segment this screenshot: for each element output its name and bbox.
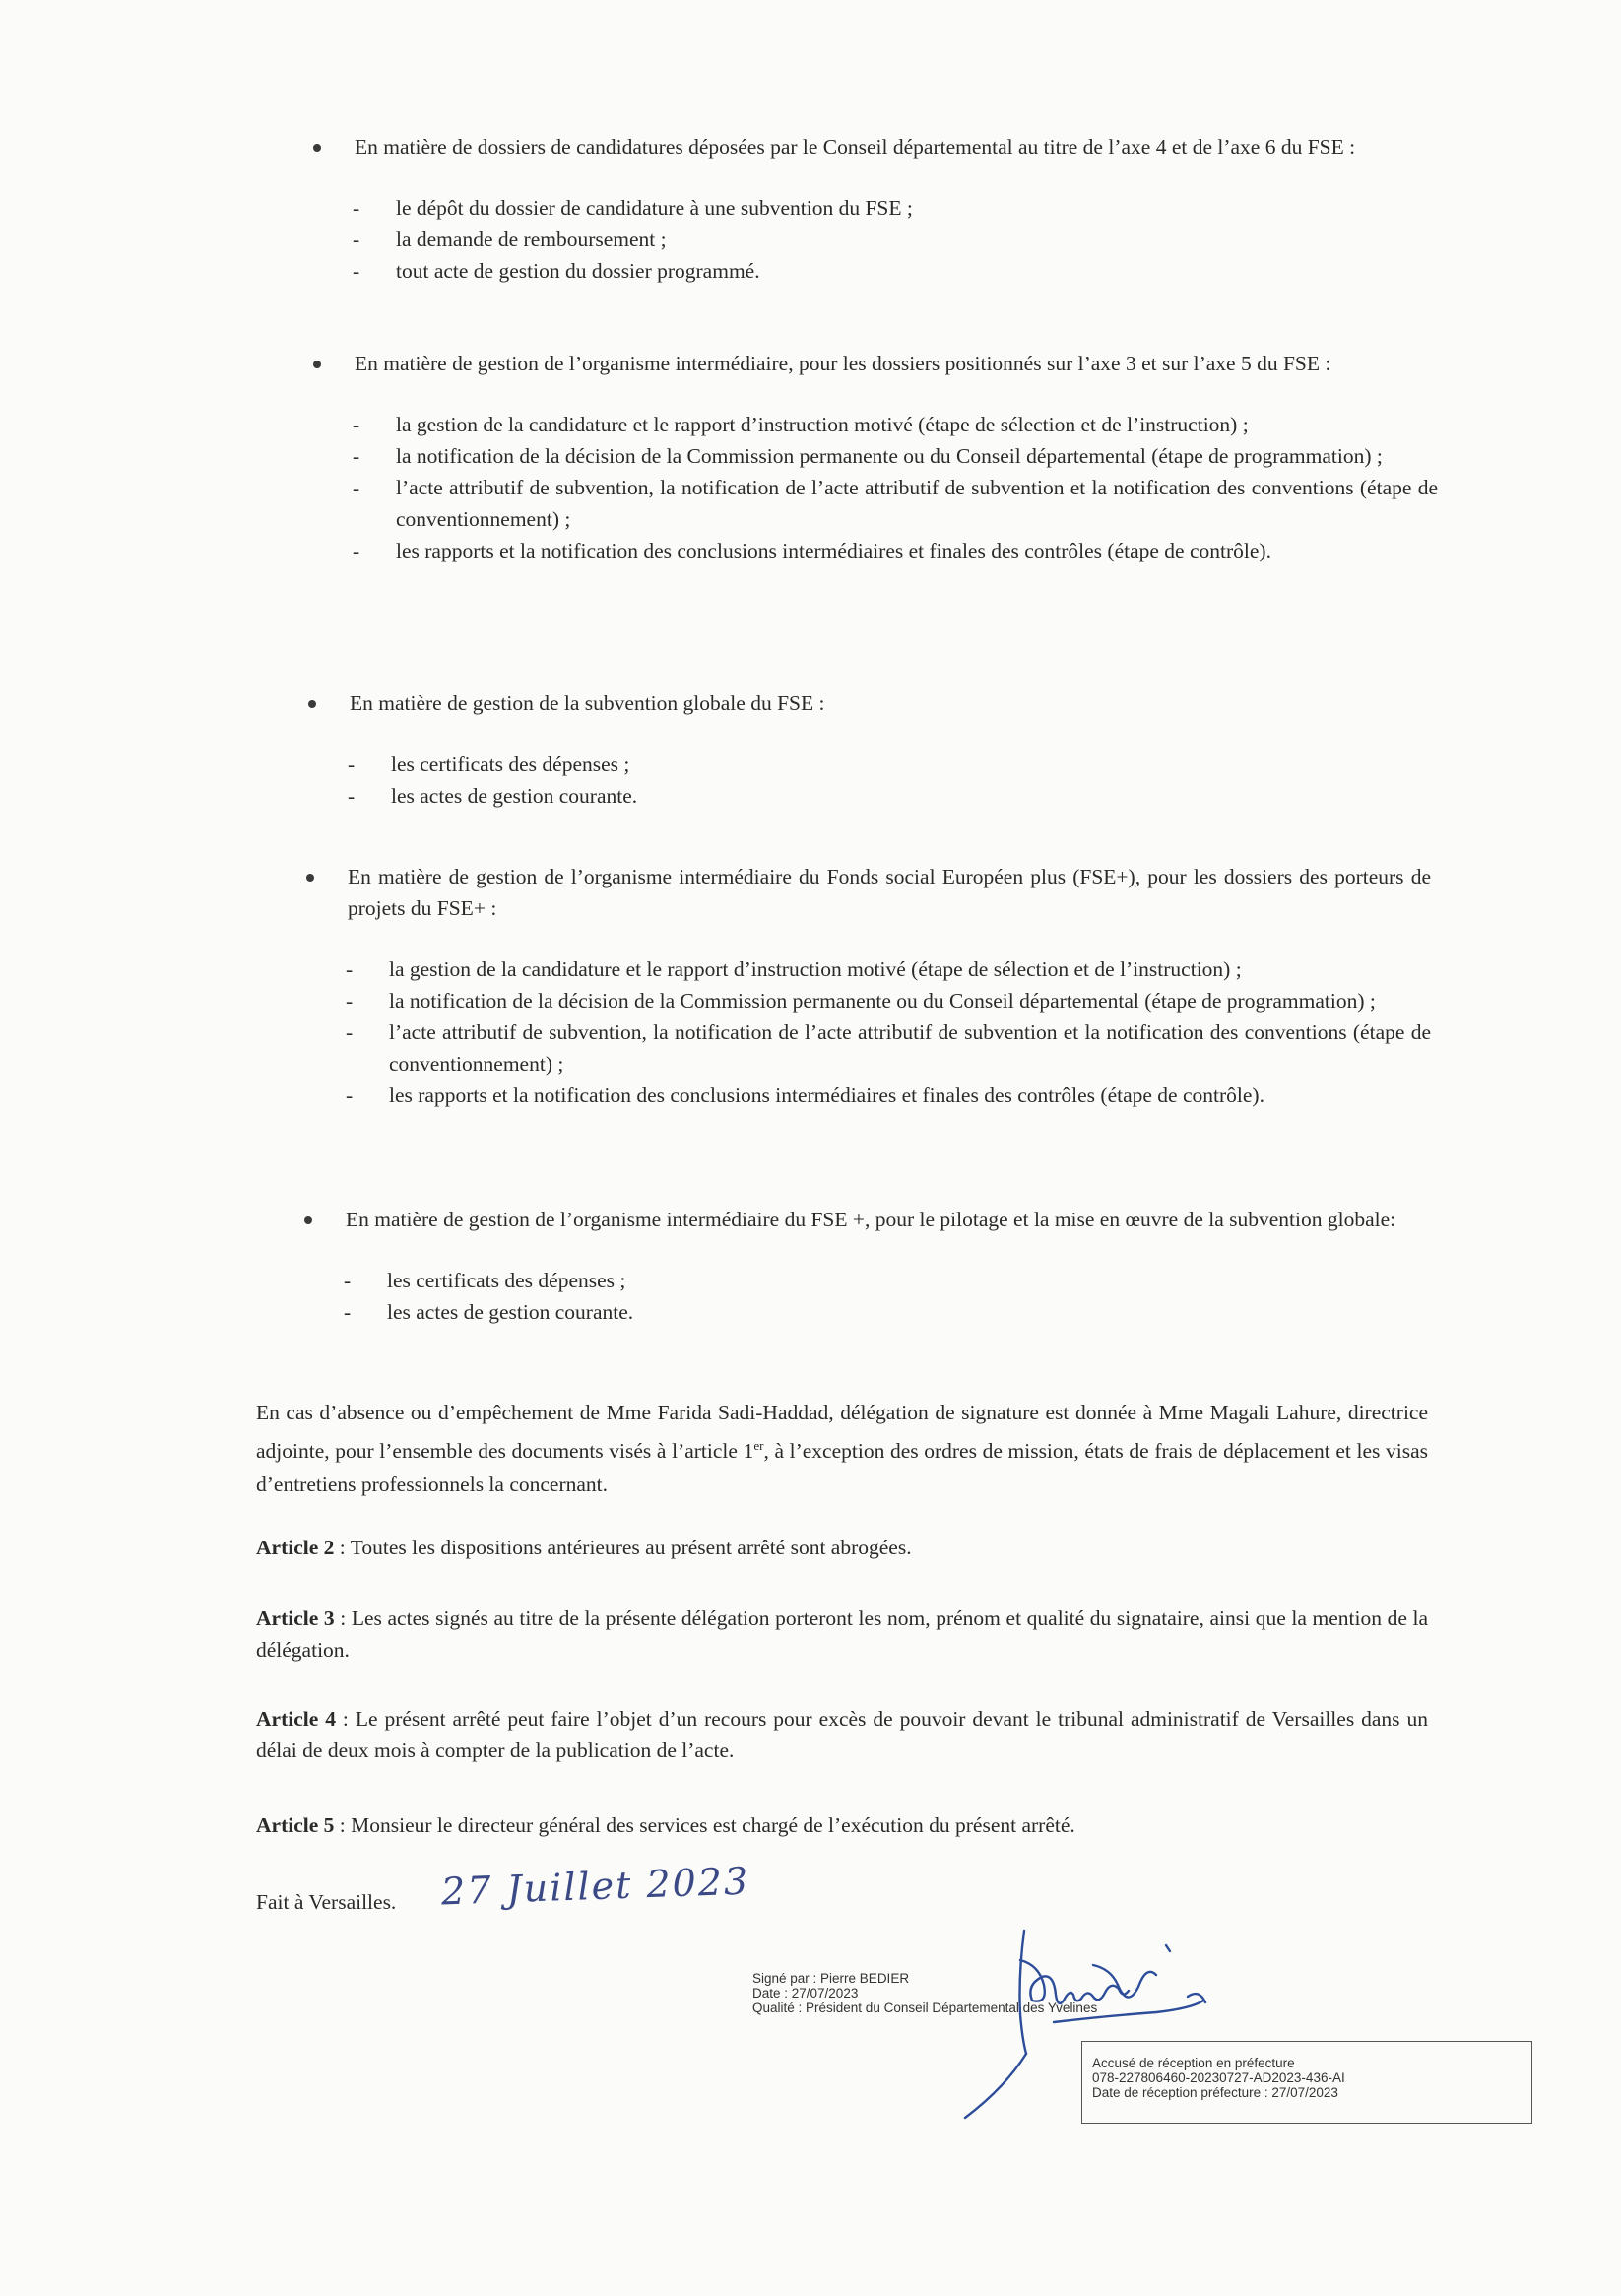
sub-list (295, 192, 1438, 287)
list-item: - les certificats des dépenses ; (348, 749, 1433, 780)
dash-icon: - (348, 784, 356, 808)
signature-quality: Qualité : Président du Conseil Départemental des Yvelines (752, 2001, 1098, 2015)
list-item: - la demande de remboursement ; (353, 224, 1438, 255)
section-subvention-globale-fse (291, 688, 1433, 812)
dash-icon: - (346, 957, 354, 981)
section-intro: En matière de gestion de l’organisme intermédiaire du Fonds social Européen plus (FSE+), pour les dossiers des porteurs de projets du FSE+ : (348, 865, 1431, 920)
list-item: - le dépôt du dossier de candidature à une subvention du FSE ; (353, 192, 1438, 224)
dash-icon: - (353, 413, 360, 436)
bullet-icon (313, 361, 321, 368)
list-item: - les actes de gestion courante. (348, 780, 1433, 812)
absence-paragraph: En cas d’absence ou d’empêchement de Mme Farida Sadi-Haddad, délégation de signature est donnée à Mme Magali Lahure, directrice adjointe, pour l’ensemble des documents visés à l’article 1er, à l’exception des ordres de mission, états de frais de déplacement et les visas d’entretiens professionnels la concernant. (256, 1401, 1429, 1497)
dash-icon: - (346, 989, 354, 1013)
bullet-icon (306, 874, 314, 882)
list-item: - la gestion de la candidature et le rapport d’instruction motivé (étape de sélection et de l’instruction) ; (353, 409, 1438, 440)
dash-icon: - (346, 1083, 354, 1107)
bullet-icon (304, 1216, 312, 1224)
dash-icon: - (353, 259, 360, 283)
dash-icon: - (348, 753, 356, 776)
section-intro: En matière de dossiers de candidatures déposées par le Conseil départemental au titre de l’axe 4 et de l’axe 6 du FSE : (355, 135, 1356, 159)
receipt-reference: 078-227806460-20230727-AD2023-436-AI (1092, 2070, 1345, 2085)
list-item: - la notification de la décision de la Commission permanente ou du Conseil départemental (étape de programmation) ; (346, 985, 1431, 1017)
handwritten-date: 27 Juillet 2023 (440, 1859, 750, 1914)
list-item: - les certificats des dépenses ; (344, 1265, 1429, 1296)
signing-place: Fait à Versailles. (256, 1890, 397, 1914)
dash-icon: - (353, 196, 360, 220)
sub-list (289, 953, 1431, 1111)
dash-icon: - (346, 1020, 354, 1044)
section-axe-3-5 (295, 348, 1438, 566)
receipt-date: Date de réception préfecture : 27/07/2023 (1092, 2085, 1338, 2100)
sub-list (287, 1265, 1429, 1328)
section-axe-4-6 (295, 131, 1438, 287)
article-label: Article 4 (256, 1707, 336, 1731)
section-intro: En matière de gestion de la subvention globale du FSE : (350, 691, 825, 715)
sub-list (291, 749, 1433, 812)
dash-icon: - (353, 444, 360, 468)
dash-icon: - (353, 228, 360, 251)
list-item: - l’acte attributif de subvention, la notification de l’acte attributif de subvention et la notification des conventions (étape de conventionnement) ; (346, 1017, 1431, 1080)
dash-icon: - (353, 539, 360, 562)
section-fse-plus (289, 861, 1431, 1111)
list-item: - les actes de gestion courante. (344, 1296, 1429, 1328)
list-item: - l’acte attributif de subvention, la notification de l’acte attributif de subvention et la notification des conventions (étape de conventionnement) ; (353, 472, 1438, 535)
list-item: - les rapports et la notification des conclusions intermédiaires et finales des contrôles (étape de contrôle). (353, 535, 1438, 566)
dash-icon: - (344, 1300, 352, 1324)
list-item: - la gestion de la candidature et le rapport d’instruction motivé (étape de sélection et de l’instruction) ; (346, 953, 1431, 985)
article-label: Article 3 (256, 1607, 335, 1630)
article-label: Article 5 (256, 1813, 335, 1837)
bullet-icon (308, 700, 316, 708)
section-fse-plus-pilotage (287, 1204, 1429, 1328)
article-label: Article 2 (256, 1536, 335, 1559)
bullet-icon (313, 144, 321, 152)
list-item: - la notification de la décision de la Commission permanente ou du Conseil départemental (étape de programmation) ; (353, 440, 1438, 472)
article-4: Article 4 : Le présent arrêté peut faire l’objet d’un recours pour excès de pouvoir devant le tribunal administratif de Versailles dans un délai de deux mois à compter de la publication de l’acte. (256, 1707, 1428, 1762)
receipt-title: Accusé de réception en préfecture (1092, 2056, 1295, 2070)
signature-block (752, 1971, 1097, 2015)
list-item: - les rapports et la notification des conclusions intermédiaires et finales des contrôles (étape de contrôle). (346, 1080, 1431, 1111)
article-5: Article 5 : Monsieur le directeur général des services est chargé de l’exécution du présent arrêté. (256, 1813, 1075, 1837)
article-2: Article 2 : Toutes les dispositions antérieures au présent arrêté sont abrogées. (256, 1536, 912, 1559)
dash-icon: - (344, 1269, 352, 1292)
prefecture-receipt-box (1081, 2041, 1532, 2124)
section-intro: En matière de gestion de l’organisme intermédiaire, pour les dossiers positionnés sur l’axe 3 et sur l’axe 5 du FSE : (355, 352, 1331, 375)
list-item: - tout acte de gestion du dossier programmé. (353, 255, 1438, 287)
dash-icon: - (353, 476, 360, 499)
signed-by: Signé par : Pierre BEDIER (752, 1971, 910, 1986)
section-intro: En matière de gestion de l’organisme intermédiaire du FSE +, pour le pilotage et la mise en œuvre de la subvention globale: (346, 1208, 1396, 1231)
sub-list (295, 409, 1438, 566)
signature-date: Date : 27/07/2023 (752, 1986, 859, 2001)
article-3: Article 3 : Les actes signés au titre de la présente délégation porteront les nom, prénom et qualité du signataire, ainsi que la mention de la délégation. (256, 1607, 1429, 1662)
